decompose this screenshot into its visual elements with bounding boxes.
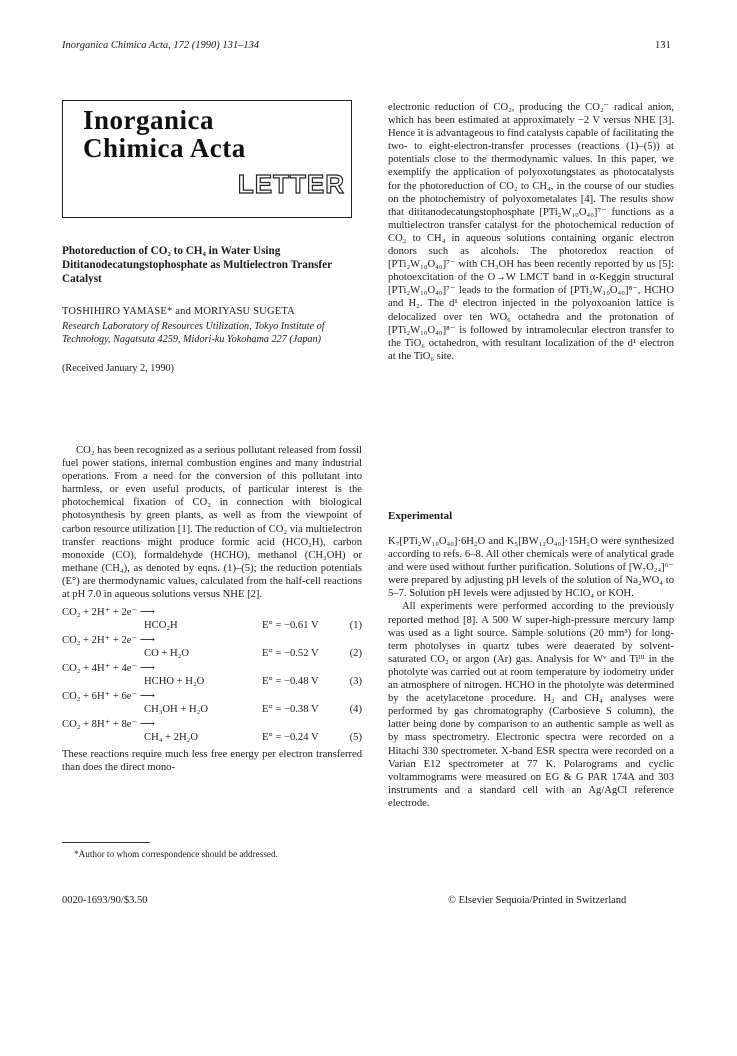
equation-lhs: CO₂ + 4H⁺ + 4e⁻ ⟶ [62,663,155,674]
introduction-paragraph [62,444,362,601]
article-title: Photoreduction of CO₂ to CH₄ in Water Using Dititanodecatungstophosphate as Multielectron Transfer Catalyst [62,245,332,285]
continuation-paragraph [388,101,674,363]
continuation-text: electronic reduction of CO₂, producing the CO₂⁻ radical anion, which has been estimated at approximately −2 V versus NHE [3]. Hence it is advantageous to find catalysts capable of facilitating the two- to eight-electron-transfer processes (reactions (1)–(5)) at potentials close to the thermodynamic values. In this paper, we exemplify the application of polyoxotungstates as photocatalysts for the photoreduction of CO₂ to CH₄, in the course of our studies on the photochemistry of polyoxometalates [4]. The results show that dititanodecatungstophosphate [PTi₂W₁₀O₄₀]⁷⁻ functions as a multielectron transfer catalyst for the photochemical reduction of CO₂ to CH₄ in aqueous solutions containing organic electron donors such as alcohols. The photoredox reaction of [PTi₂W₁₀O₄₀]⁷⁻ with CH₃OH has been recently reported by us [5]: photoexcitation of the O→W LMCT band in α-Keggin structural [PTi₂W₁₀O₄₀]⁷⁻ leads to the formation of [PTi₂W₁₀O₄₀]⁸⁻, HCHO and H₂. The d¹ electron injected in the polyoxoanion lattice is delocalized over ten WO₆ octahedra and the protonation of [PTi₂W₁₀O₄₀]⁸⁻ is followed by intramolecular electron transfer to the TiO₆ octahedron, with resultant localization of the d¹ electron at the TiO₆ site. [388,102,674,362]
equation-number: (1) [349,620,362,631]
letter-badge: LETTER [237,169,345,199]
equation-rhs: CO + H₂O [144,648,189,659]
equation-potential: E° = −0.24 V [262,732,319,743]
experimental-paragraph-2: All experiments were performed according to the previously reported method [8]. A 500 W super-high-pressure mercury lamp was used as a light source. Sample solutions (20 mm³) for long-term photolyses in quartz tubes were deaerated by solvent-saturated CO₂ or argon (Ar) gas. Analysis for Wᵛ and Tiᴵᴵᴵ in the photolyte was carried out at room temperature by iodometry under an atmosphere of nitrogen. HCHO in the photolyte was determined by the acetylacetone procedure. H₂ and CH₄ analyses were performed by gas chromatography (Carbosieve S column), the latter being done by comparison to an authentic sample as well as by mass spectrometry. Electronic spectra were recorded on a Hitachi 330 spectrometer. X-band ESR spectra were recorded on a Varian E12 spectrometer at 77 K. Polarograms and cyclic voltammograms were measured on EG & G PAR 174A and 303 instruments and a standard cell with an Ag/AgCl reference electrode. [388,601,674,809]
footnote: *Author to whom correspondence should be addressed. [74,849,278,859]
received-date: (Received January 2, 1990) [62,363,175,374]
author-list: TOSHIHIRO YAMASE* and MORIYASU SUGETA [62,306,295,317]
journal-citation: Inorganica Chimica Acta, 172 (1990) 131–134 [62,40,260,51]
publisher-line: © Elsevier Sequoia/Printed in Switzerland [448,895,627,906]
equation-rhs: HCO₂H [144,620,178,631]
intro-text: CO₂ has been recognized as a serious pollutant released from fossil fuel power stations, internal combustion engines and many industrial operations. From a need for the conversion of this pollutant into harmless, or even useful products, of particular interest is the photochemical fixation of CO₂ in connection with biological photosynthesis by green plants, as well as from the viewpoint of carbon resource utilization [1]. The reduction of CO₂ via multielectron transfer reactions might produce formic acid (HCO₂H), carbon monoxide (CO), formaldehyde (HCHO), methanol (CH₃OH) or methane (CH₄), as denoted by eqns. (1)–(5); the reduction potentials (E°) are thermodynamic values, calculated from the half-cell reactions at pH 7.0 in aqueous solutions versus NHE [2]. [62,445,362,601]
equation-potential: E° = −0.38 V [262,704,319,715]
equation-number: (3) [349,676,362,687]
journal-logo [62,100,352,218]
equation-number: (5) [349,732,362,743]
experimental-paragraph-1: K₇[PTi₂W₁₀O₄₀]·6H₂O and K₅[BW₁₂O₄₀]·15H₂O were synthesized according to refs. 6–8. All other chemicals were of analytical grade and were used without further purification. Solutions of [W₇O₂₄]⁶⁻ were prepared by adjusting pH levels of the solution of Na₂WO₄ to 5–7. Solution pH levels were adjusted by HClO₄ or KOH. [388,536,674,600]
equation-lhs: CO₂ + 8H⁺ + 8e⁻ ⟶ [62,719,155,730]
equation-potential: E° = −0.52 V [262,648,319,659]
equation-potential: E° = −0.61 V [262,620,319,631]
author-affiliation: Research Laboratory of Resources Utilization, Tokyo Institute of Technology, Nagatsuta 4259, Midori-ku Yokohama 227 (Japan) [62,321,325,345]
equation-rhs: CH₃OH + H₂O [144,704,208,715]
experimental-section [388,535,674,810]
logo-line-1: Inorganica [83,105,215,135]
equation-potential: E° = −0.48 V [262,676,319,687]
equation-number: (2) [349,648,362,659]
post-equation-paragraph [62,748,362,774]
equation-rhs: HCHO + H₂O [144,676,205,687]
section-heading-experimental: Experimental [388,510,453,522]
issn-code: 0020-1693/90/$3.50 [62,895,148,906]
post-equation-text: These reactions require much less free energy per electron transferred than does the direct mono- [62,749,362,774]
equation-lhs: CO₂ + 2H⁺ + 2e⁻ ⟶ [62,607,155,618]
logo-line-2: Chimica Acta [83,133,246,163]
equation-number: (4) [349,704,362,715]
equation-lhs: CO₂ + 6H⁺ + 6e⁻ ⟶ [62,691,155,702]
page-number: 131 [655,40,671,51]
equation-rhs: CH₄ + 2H₂O [144,732,198,743]
footnote-divider [62,842,150,843]
equation-lhs: CO₂ + 2H⁺ + 2e⁻ ⟶ [62,635,155,646]
